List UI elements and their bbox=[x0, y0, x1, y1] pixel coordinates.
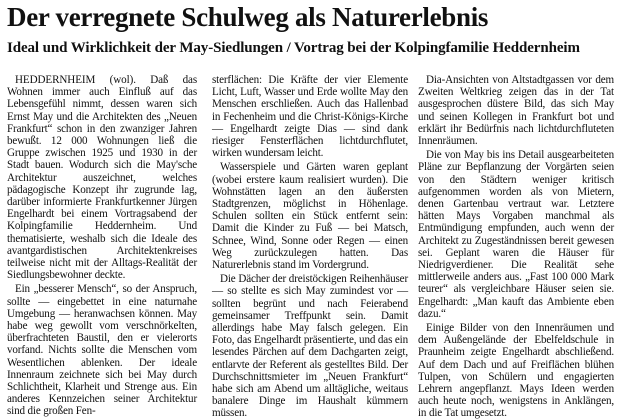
article-paragraph: Ein „besserer Mensch“, so der Anspruch, sollte — eingebettet in eine naturnahe Umgebung — heranwachsen können. May habe weg gewollt vom verschnörkelten, überfrachteten Baustil, den er vielerorts vorfand. Nichts sollte die Menschen vom Wesentlichen ablenken. Der ideale Innenraum zeichnete sich bei May durch Schlichtheit, Klarheit und Strenge aus. Ein anderes Kennzeichen seiner Architektur sind die großen Fen- bbox=[7, 283, 197, 418]
headline: Der verregnete Schulweg als Naturerlebnis bbox=[7, 2, 489, 32]
article-paragraph: Die von May bis ins Detail ausgearbeiteten Pläne zur Bepflanzung der Vorgärten seien von den Städtern weniger kritisch aufgenommen worden als von Mietern, denen Gartenbau vertraut war. Letztere hätten Mays Vorgaben manchmal als Entmündigung empfunden, auch wenn der Architekt zu Zugeständnissen bereit gewesen sei. Geplant waren die Häuser für Niedrigverdiener. Die Realität sehe mittlerweile anders aus. „Fast 100 000 Mark teurer“ als vergleichbare Häuser seien sie. Engelhardt: „Man kauft das Ambiente eben dazu.“ bbox=[418, 149, 614, 320]
article-paragraph: Einige Bilder von den Innenräumen und dem Außengelände der Ebelfeldschule in Praunheim zeigte Engelhardt abschließend. Auf dem Dach und auf Freiflächen blühen Tulpen, von Schülern und engagierten Lehrern angepflanzt. Mays Ideen werden auch heute noch, wenigstens in Anklängen, in die Tat umgesetzt. bbox=[418, 322, 614, 420]
article-paragraph bbox=[7, 74, 197, 281]
article-paragraph: Die Dächer der dreistöckigen Reihenhäuser — so stellte es sich May zumindest vor — sollten begrünt und nach Feierabend gemeinsamer Treffpunkt sein. Damit allerdings habe May falsch gelegen. Ein Foto, das Engelhardt präsentierte, und das ein lesendes Pärchen auf dem Dachgarten zeigt, entlarvte der Referent als gestelltes Bild. Der Durchschnittsmieter im „Neuen Frankfurt“ habe sich am Abend um alltägliche, weitaus banalere Dinge im Haushalt kümmern müssen. bbox=[212, 273, 408, 420]
dateline: HEDDERNHEIM (wol). bbox=[15, 74, 136, 86]
article-column-1 bbox=[7, 74, 197, 418]
article-column-3 bbox=[418, 74, 614, 420]
paragraph-text: Daß das Wohnen immer auch Einfluß auf das Lebensgefühl nimmt, dessen waren sich Ernst May und die Architekten des „Neuen Frankfurt“ schon in den zwanziger Jahren bewußt. 12 000 Wohnungen ließ die Gruppe zwischen 1925 und 1930 in der Stadt bauen. Wodurch sich die May'sche Architektur auszeichnet, welches pädagogische Konzept ihr zugrunde lag, darüber informierte Frankfurtkenner Jürgen Engelhardt bei einem Vortragsabend der Kolpingfamilie Heddernheim. Und thematisierte, weshalb sich die Ideale des avantgardistischen Architektenkreises teilweise nicht mit der Alltags-Realität der Siedlungsbewohner deckte. bbox=[7, 74, 197, 282]
subheadline: Ideal und Wirklichkeit der May-Siedlungen / Vortrag bei der Kolpingfamilie Heddernheim bbox=[7, 40, 580, 56]
article-paragraph: Dia-Ansichten von Altstadtgassen vor dem Zweiten Weltkrieg zeigen das in der Tat ausgesprochen düstere Bild, das sich May und seinen Kollegen in Frankfurt bot und erklärt ihr Bedürfnis nach lichtdurchfluteten Innenräumen. bbox=[418, 74, 614, 148]
article-paragraph: Wasserspiele und Gärten waren geplant (wobei erstere kaum realisiert wurden). Die Wohnstätten lagen an den äußersten Stadtgrenzen, möglichst in Höhenlage. Schulen sollten ein Stück entfernt sein: Damit die Kinder zu Fuß — bei Matsch, Schnee, Wind, Sonne oder Regen — einen Weg zurückzulegen hatten. Das Naturerlebnis stand im Vordergrund. bbox=[212, 161, 408, 272]
article-paragraph: sterflächen: Die Kräfte der vier Elemente Licht, Luft, Wasser und Erde wollte May den Menschen erschließen. Auch das Hallenbad in Fechenheim und die Christ-Königs-Kirche — Engelhardt zeigte Dias — sind dank riesiger Fensterflächen lichtdurchflutet, wirken wundersam leicht. bbox=[212, 74, 408, 160]
article-column-2 bbox=[212, 74, 408, 420]
